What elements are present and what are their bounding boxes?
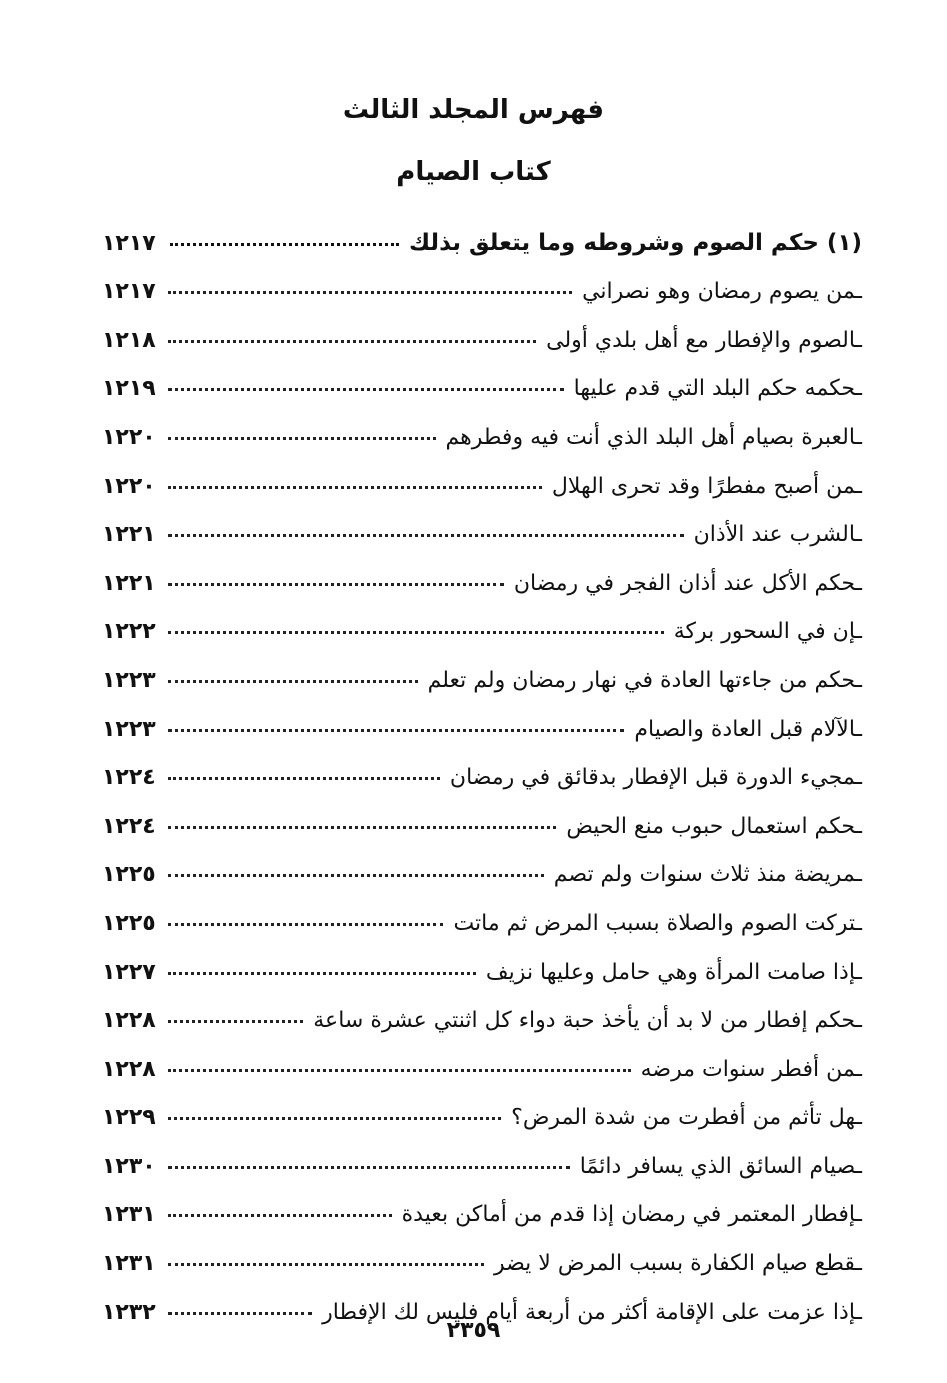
toc-row [102,256,862,305]
toc-entry-page: ١٢٢٢ [102,619,156,645]
toc-entry-page: ١٢٣١ [102,1251,156,1277]
toc-row [102,1033,862,1082]
toc-row [102,499,862,548]
dot-leader [168,437,436,440]
toc-entry-page: ١٢٢٤ [102,813,156,839]
dot-leader [168,1214,392,1217]
toc-entry-title: ـالآلام قبل العادة والصيام [634,716,862,742]
toc-entry-title: ـإذا صامت المرأة وهي حامل وعليها نزيف [485,959,862,985]
toc-row [102,401,862,450]
toc-entry-page: ١٢١٧ [102,279,156,305]
toc-entry-title: ـمن يصوم رمضان وهو نصراني [582,279,862,305]
toc-row [102,1082,862,1131]
dot-leader [168,826,556,829]
toc-entry-title: ـالصوم والإفطار مع أهل بلدي أولى [546,327,862,353]
toc-entry-title: ـمن أفطر سنوات مرضه [640,1056,862,1082]
toc-row [102,596,862,645]
toc-entry-title: ـهل تأثم من أفطرت من شدة المرض؟ [511,1105,862,1131]
toc-entry-title: ـالشرب عند الأذان [693,522,862,548]
toc-entry-page: ١٢٢٥ [102,862,156,888]
dot-leader [168,340,536,343]
toc-entry-page: ١٢٣١ [102,1202,156,1228]
toc-entry-page: ١٢٢٥ [102,910,156,936]
toc-row [102,1130,862,1179]
toc-entry-page: ١٢١٧ [102,230,156,256]
table-of-contents [102,207,862,1325]
toc-entry-page: ١٢١٨ [102,327,156,353]
dot-leader [168,1312,312,1315]
page-number: ٢٣٥٩ [446,1318,501,1343]
toc-row [102,353,862,402]
toc-row [102,1227,862,1276]
toc-row [102,693,862,742]
toc-row [102,644,862,693]
toc-entry-page: ١٢٣٠ [102,1153,156,1179]
dot-leader [170,243,399,246]
toc-row [102,304,862,353]
toc-entry-page: ١٢٣٢ [102,1299,156,1325]
dot-leader [168,486,542,489]
toc-entry-title: ـمن أصبح مفطرًا وقد تحرى الهلال [551,473,862,499]
dot-leader [168,972,476,975]
toc-entry-title: ـحكم إفطار من لا بد أن يأخذ حبة دواء كل اثنتي عشرة ساعة [313,1008,862,1034]
toc-entry-title: ـمجيء الدورة قبل الإفطار بدقائق في رمضان [449,765,862,791]
toc-entry-page: ١٢٢٩ [102,1105,156,1131]
toc-entry-title: ـمريضة منذ ثلاث سنوات ولم تصم [553,862,862,888]
toc-row [102,936,862,985]
dot-leader [168,1020,303,1023]
dot-leader [168,1166,570,1169]
dot-leader [168,680,418,683]
toc-entry-page: ١٢٢٠ [102,473,156,499]
toc-entry-page: ١٢٢٣ [102,667,156,693]
dot-leader [168,777,440,780]
dot-leader [168,388,564,391]
toc-row [102,839,862,888]
dot-leader [168,631,664,634]
toc-entry-title: ـقطع صيام الكفارة بسبب المرض لا يضر [493,1251,862,1277]
toc-entry-page: ١٢٢١ [102,570,156,596]
toc-row [102,450,862,499]
toc-section-row [102,207,862,256]
book-title: كتاب الصيام [396,157,551,187]
toc-row [102,887,862,936]
dot-leader [168,1263,484,1266]
toc-entry-title: ـتركت الصوم والصلاة بسبب المرض ثم ماتت [453,910,862,936]
toc-entry-page: ١٢٢٨ [102,1008,156,1034]
toc-entry-title: ـحكم من جاءتها العادة في نهار رمضان ولم تعلم [427,667,862,693]
dot-leader [168,874,544,877]
toc-entry-page: ١٢١٩ [102,376,156,402]
toc-row [102,790,862,839]
toc-entry-title: ـإفطار المعتمر في رمضان إذا قدم من أماكن بعيدة [401,1202,862,1228]
toc-entry-page: ١٢٢٠ [102,424,156,450]
toc-entry-title: ـصيام السائق الذي يسافر دائمًا [579,1153,862,1179]
toc-row [102,1179,862,1228]
dot-leader [168,534,684,537]
toc-row [102,547,862,596]
dot-leader [168,583,504,586]
toc-row [102,742,862,791]
dot-leader [168,729,624,732]
toc-entry-title: ـالعبرة بصيام أهل البلد الذي أنت فيه وفطرهم [445,424,862,450]
toc-entry-page: ١٢٢٨ [102,1056,156,1082]
toc-entry-page: ١٢٢٧ [102,959,156,985]
dot-leader [168,1069,631,1072]
dot-leader [168,291,572,294]
toc-entry-title: ـإذا عزمت على الإقامة أكثر من أربعة أيام فليس لك الإفطار [322,1299,862,1325]
toc-entry-page: ١٢٢٣ [102,716,156,742]
toc-entry-title: ـحكم استعمال حبوب منع الحيض [566,813,862,839]
toc-row [102,985,862,1034]
dot-leader [168,1117,501,1120]
toc-entry-title: ـإن في السحور بركة [673,619,862,645]
toc-entry-title: ـحكم الأكل عند أذان الفجر في رمضان [513,570,862,596]
toc-entry-title: (١) حكم الصوم وشروطه وما يتعلق بذلك [409,229,862,256]
toc-entry-title: ـحكمه حكم البلد التي قدم عليها [573,376,862,402]
toc-entry-page: ١٢٢٤ [102,765,156,791]
toc-entry-page: ١٢٢١ [102,522,156,548]
index-title: فهرس المجلد الثالث [342,95,605,125]
dot-leader [168,923,443,926]
